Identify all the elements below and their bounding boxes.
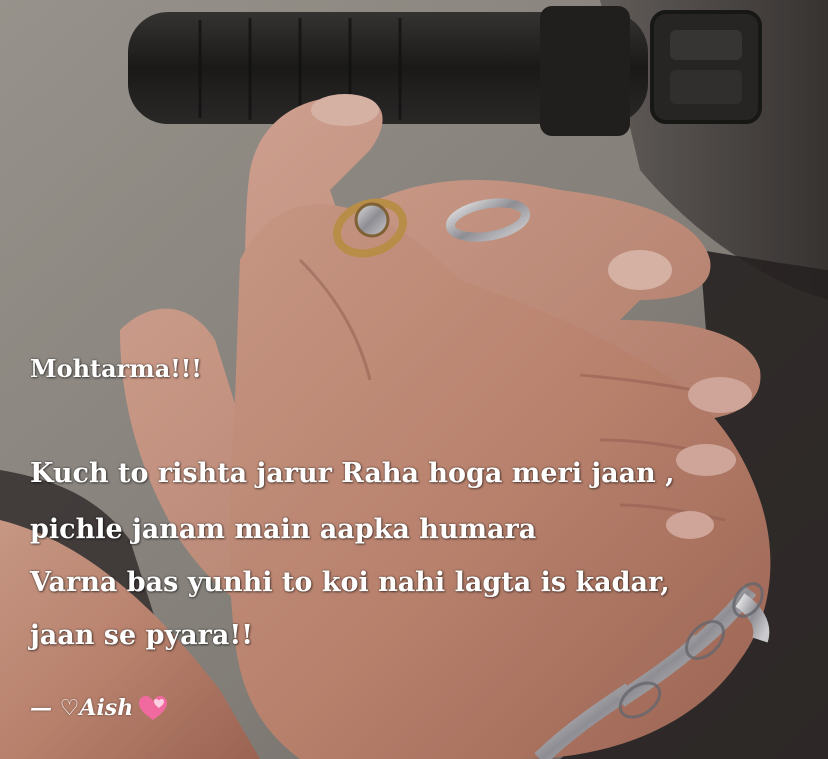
- revolving-hearts-icon: [137, 694, 169, 722]
- quote-line-1: Kuch to rishta jarur Raha hoga meri jaan ,: [30, 458, 675, 489]
- signature-text: — ♡Aish: [30, 695, 134, 721]
- quote-line-3: Varna bas yunhi to koi nahi lagta is kadar,: [30, 567, 670, 598]
- quote-line-4: jaan se pyara!!: [30, 620, 254, 651]
- quote-line-2: pichle janam main aapka humara: [30, 514, 537, 545]
- signature: [30, 694, 169, 722]
- quote-greeting: Mohtarma!!!: [30, 354, 202, 383]
